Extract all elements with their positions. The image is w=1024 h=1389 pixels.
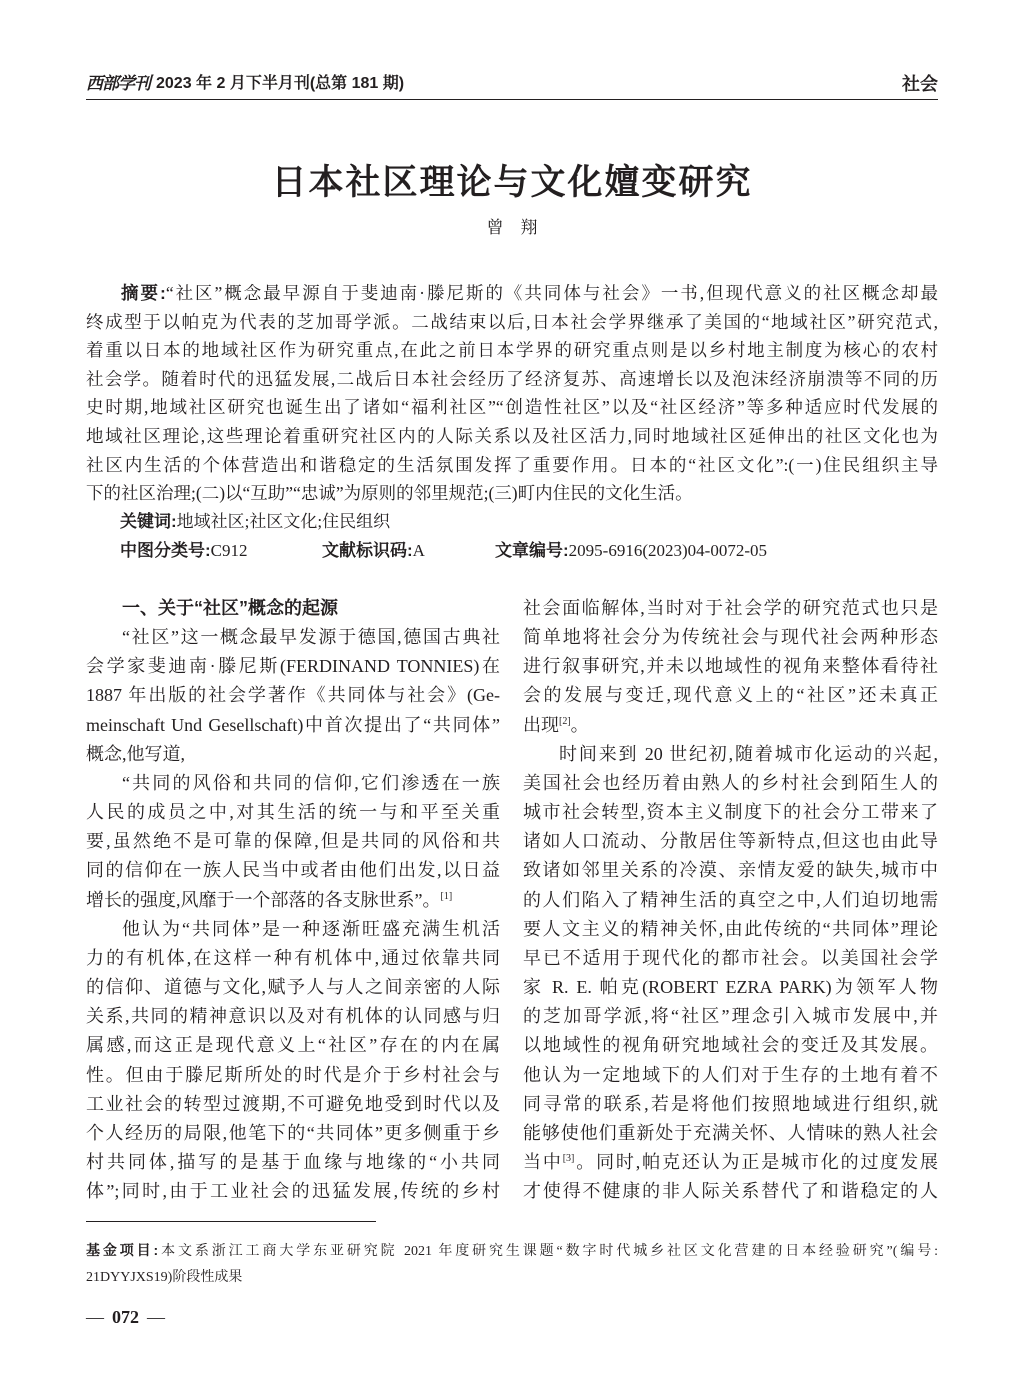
text-run: 同的信仰在一族人民当中或者由他们出发,以日益 <box>86 860 500 881</box>
page-number <box>86 1304 165 1330</box>
page-number-value: 072 <box>112 1307 139 1327</box>
text-line <box>86 594 500 623</box>
text-line <box>523 1031 938 1060</box>
paragraph <box>86 915 500 1207</box>
text-run: 致诸如邻里关系的冷漠、亲情友爱的缺失,城市中 <box>523 860 938 881</box>
text-line <box>86 1090 500 1119</box>
text-line <box>86 681 500 710</box>
keywords <box>120 508 938 537</box>
text-line <box>523 973 938 1002</box>
text-run: 城市社会转型,资本主义制度下的社会分工带来了 <box>523 802 938 823</box>
text-line <box>86 336 938 365</box>
text-run: 要人文主义的精神关怀,由此传统的“共同体”理论 <box>523 918 938 939</box>
text-run: “共同的风俗和共同的信仰,它们渗透在一族 <box>122 772 500 793</box>
text-run: 一、关于“社区”概念的起源 <box>122 598 338 618</box>
text-line <box>86 1177 500 1206</box>
text-line <box>523 740 938 769</box>
text-run: 同寻常的联系,若是将他们按照地域进行组织,就 <box>523 1093 938 1114</box>
text-line <box>86 973 500 1002</box>
text-run: 村共同体,描写的是基于血缘与地缘的“小共同 <box>86 1151 500 1172</box>
text-run: 他认为一定地域下的人们对于生存的土地有着不 <box>523 1064 938 1085</box>
text-run: 会学家斐迪南·滕尼斯(FERDINAND TONNIES)在 <box>86 656 500 677</box>
text-run: 会的发展与变迁,现代意义上的“社区”还未真正 <box>523 685 938 706</box>
page-number-dash: — <box>86 1307 104 1327</box>
text-line <box>86 944 500 973</box>
text-run: 人民的成员之中,对其生活的统一与和平至关重 <box>86 802 500 823</box>
text-line <box>523 769 938 798</box>
text-run: 工业社会的转型过渡期,不可避免地受到时代以及 <box>86 1093 500 1114</box>
text-run: 以地域性的视角研究地域社会的变迁及其发展。 <box>523 1035 938 1056</box>
text-line <box>523 623 938 652</box>
text-line <box>523 886 938 915</box>
left-column <box>86 594 500 1206</box>
keywords-label: 关键词: <box>120 512 177 531</box>
text-run: meinschaft Und Gesellschaft)中首次提出了“共同体” <box>86 714 500 735</box>
running-header <box>86 70 938 100</box>
text-run: 社会学。随着时代的迅猛发展,二战后日本社会经历了经济复苏、高速增长以及泡沫经济崩溃等不同的历 <box>86 368 938 389</box>
text-run: 着重以日本的地域社区作为研究重点,在此之前日本学界的研究重点则是以乡村地主制度为核心的农村 <box>86 340 938 361</box>
text-run: 社会面临解体,当时对于社会学的研究范式也只是 <box>523 598 938 618</box>
text-run: 关系,共同的精神意识以及对有机体的认同感与归 <box>86 1006 500 1027</box>
text-run: 体”;同时,由于工业社会的迅猛发展,传统的乡村 <box>86 1181 500 1202</box>
section-heading <box>86 594 500 623</box>
text-line <box>523 1148 938 1177</box>
text-run: 21DYYJXS19)阶段性成果 <box>86 1270 243 1285</box>
text-line <box>523 1061 938 1090</box>
text-line <box>523 652 938 681</box>
footnote <box>86 1237 938 1291</box>
text-line <box>86 451 938 480</box>
field-label: 基金项目: <box>86 1242 159 1258</box>
text-line <box>523 944 938 973</box>
document-code <box>322 537 425 566</box>
text-run: 的人们陷入了精神生活的真空之中,人们迫切地需 <box>523 889 938 910</box>
article-title: 日本社区理论与文化嬗变研究 <box>271 162 753 203</box>
text-line <box>86 1031 500 1060</box>
field-label: 摘要: <box>121 283 166 303</box>
classification-info <box>86 537 938 566</box>
text-run: “社区”概念最早源自于斐迪南·滕尼斯的《共同体与社会》一书,但现代意义的社区概念却最 <box>165 283 939 303</box>
page-number-dash: — <box>147 1307 165 1327</box>
text-run: 性。但由于滕尼斯所处的时代是介于乡村社会与 <box>86 1064 500 1085</box>
text-run: 能够使他们重新处于充满关怀、人情味的熟人社会 <box>523 1122 938 1143</box>
citation-ref: [3] <box>562 1152 575 1164</box>
text-run: 美国社会也经历着由熟人的乡村社会到陌生人的 <box>523 772 938 793</box>
text-run: 社区内生活的个体营造出和谐稳定的生活氛围发挥了重要作用。日本的“社区文化”:(一)住民组织主导 <box>86 454 938 475</box>
text-line <box>86 1002 500 1031</box>
document-code-label: 文献标识码: <box>322 541 413 560</box>
text-run: 。同时,帕克还认为正是城市化的过度发展 <box>574 1151 939 1172</box>
text-line <box>523 594 938 623</box>
text-line <box>523 1119 938 1148</box>
abstract <box>86 279 938 508</box>
text-line <box>523 1090 938 1119</box>
text-run: 进行叙事研究,并未以地域性的视角来整体看待社 <box>523 656 938 677</box>
issue-info: 2023 年 2 月下半月刊(总第 181 期) <box>156 75 405 92</box>
text-run: 早已不适用于现代化的都市社会。以美国社会学 <box>523 947 938 968</box>
text-line <box>86 827 500 856</box>
text-run: 个人经历的局限,他笔下的“共同体”更多侧重于乡 <box>86 1122 500 1143</box>
text-run: 力的有机体,在这样一种有机体中,通过依靠共同 <box>86 947 500 968</box>
text-line <box>86 1148 500 1177</box>
text-line <box>86 769 500 798</box>
text-run: 诸如人口流动、分散居住等新特点,但这也由此导 <box>523 831 938 852</box>
text-line <box>523 681 938 710</box>
text-line <box>523 1002 938 1031</box>
text-line <box>86 740 500 769</box>
author-name: 曾 翔 <box>486 218 538 237</box>
article-number <box>495 537 767 566</box>
text-line <box>86 856 500 885</box>
text-line <box>523 915 938 944</box>
text-run: 概念,他写道, <box>86 743 185 764</box>
text-line <box>86 798 500 827</box>
paragraph <box>523 594 938 740</box>
right-column <box>523 594 938 1206</box>
clc-label: 中图分类号: <box>120 541 211 560</box>
text-line <box>86 652 500 681</box>
text-run: 才使得不健康的非人际关系替代了和谐稳定的人 <box>523 1181 938 1202</box>
section-label: 社会 <box>902 74 938 94</box>
footnote-divider <box>86 1221 376 1222</box>
text-run: 1887 年出版的社会学著作《共同体与社会》(Ge- <box>86 685 500 706</box>
text-line <box>523 1177 938 1206</box>
paragraph <box>523 740 938 1207</box>
paragraph <box>86 1237 938 1291</box>
article-number-value: 2095-6916(2023)04-0072-05 <box>568 541 767 560</box>
clc-number <box>120 537 248 566</box>
text-run: 时间来到 20 世纪初,随着城市化运动的兴起, <box>559 743 938 764</box>
paragraph <box>86 279 938 508</box>
text-run: 当中 <box>523 1151 563 1172</box>
citation-ref: [1] <box>440 890 453 902</box>
text-line <box>86 623 500 652</box>
document-code-value: A <box>412 541 425 560</box>
article-number-label: 文章编号: <box>495 541 569 560</box>
text-line <box>86 1237 938 1265</box>
text-run: 下的社区治理;(二)以“互助”“忠诚”为原则的邻里规范;(三)町内住民的文化生活。 <box>86 483 693 504</box>
text-line <box>86 479 938 508</box>
journal-logo: 西部学刊 <box>86 74 150 94</box>
text-line <box>86 915 500 944</box>
text-line <box>86 1061 500 1090</box>
text-line <box>86 365 938 394</box>
text-run: 他认为“共同体”是一种逐渐旺盛充满生机活 <box>122 918 500 939</box>
text-line <box>523 856 938 885</box>
text-run: 本文系浙江工商大学东亚研究院 2021 年度研究生课题“数字时代城乡社区文化营建的日本经验研究”(编号: <box>158 1244 938 1259</box>
text-line <box>86 1119 500 1148</box>
text-line <box>86 1265 938 1291</box>
text-run: 地域社区理论,这些理论着重研究社区内的人际关系以及社区活力,同时地域社区延伸出的社区文化也为 <box>86 425 938 446</box>
text-run: 简单地将社会分为传统社会与现代社会两种形态 <box>523 627 938 648</box>
text-run: 。 <box>570 714 589 735</box>
text-run: 的信仰、道德与文化,赋予人与人之间亲密的人际 <box>86 977 500 998</box>
text-run: 终成型于以帕克为代表的芝加哥学派。二战结束以后,日本社会学界继承了美国的“地域社区”研究范式, <box>86 311 938 332</box>
keywords-text: 地域社区;社区文化;住民组织 <box>176 512 391 531</box>
text-line <box>86 422 938 451</box>
text-line <box>86 711 500 740</box>
text-run: 史时期,地域社区研究也诞生出了诸如“福利社区”“创造性社区”以及“社区经济”等多种适应时代发展的 <box>86 397 938 418</box>
text-run: 属感,而这正是现代意义上“社区”存在的内在属 <box>86 1035 500 1056</box>
paragraph <box>86 623 500 769</box>
text-line <box>523 798 938 827</box>
text-line <box>86 393 938 422</box>
text-line <box>523 711 938 740</box>
block-quote <box>86 769 500 915</box>
text-line <box>86 308 938 337</box>
text-line <box>86 279 938 308</box>
text-run: 增长的强度,风靡于一个部落的各支脉世系”。 <box>86 889 441 910</box>
citation-ref: [2] <box>559 715 571 727</box>
clc-value: C912 <box>210 541 248 560</box>
text-run: “社区”这一概念最早发源于德国,德国古典社 <box>122 627 500 648</box>
text-run: 的芝加哥学派,将“社区”理念引入城市发展中,并 <box>523 1006 938 1027</box>
text-line <box>86 886 500 915</box>
text-line <box>523 827 938 856</box>
text-run: 要,虽然绝不是可靠的保障,但是共同的风俗和共 <box>86 831 500 852</box>
text-run: 出现 <box>523 714 559 735</box>
text-run: 家 R. E. 帕克(ROBERT EZRA PARK)为领军人物 <box>523 977 938 998</box>
